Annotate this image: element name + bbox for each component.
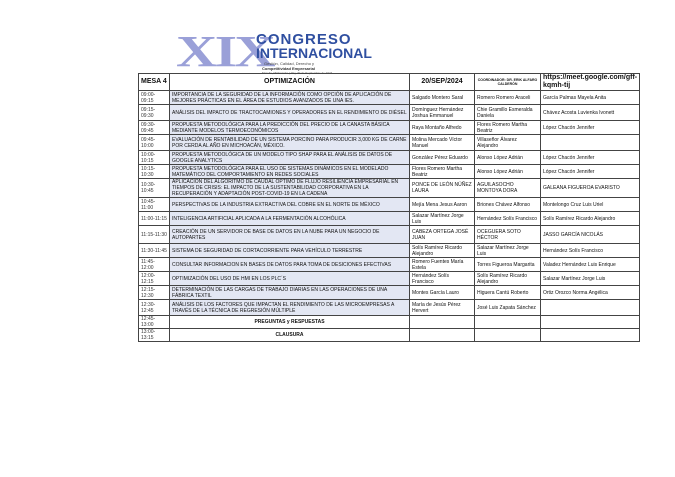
paper-title: PERSPECTIVAS DE LA INDUSTRIA EXTRACTIVA DEL COBRE EN EL NORTE DE MÉXICO [170, 198, 410, 212]
author-2: Flores Romero Martha Beatriz [475, 121, 541, 135]
author-3: Ortiz Orozco Norma Angélica [541, 286, 640, 300]
time-slot: 09:15-09:30 [139, 105, 170, 121]
author-2: OCEGUERA SOTO HÉCTOR [475, 226, 541, 244]
time-slot: 09:45-10:00 [139, 135, 170, 151]
mesa-label: MESA 4 [139, 74, 170, 91]
author-1: Flores Romero Martha Beatriz [410, 165, 475, 179]
author-1: María de Jesús Pérez Hervert [410, 300, 475, 316]
coordinator: COORDINADOR: DR. ERIK ALFARO CALDERÓN [475, 74, 541, 91]
author-2: Alonso López Adrián [475, 165, 541, 179]
table-row [139, 165, 640, 179]
author-1: PONCE DE LEÓN NÚÑEZ LAURA [410, 179, 475, 198]
author-2: Briones Chávez Alfonso [475, 198, 541, 212]
time-slot: 11:00-11:15 [139, 212, 170, 226]
session-date: 20/SEP/2024 [410, 74, 475, 91]
author-3: Hernández Solís Francisco [541, 244, 640, 258]
author-3: Solís Ramírez Ricardo Alejandro [541, 212, 640, 226]
logo-line-1: CONGRESO [256, 31, 352, 48]
author-3: Chávez Acosta Luvienka Ivonett [541, 105, 640, 121]
table-row [139, 105, 640, 121]
author-1: Romero Fuentes María Estela [410, 258, 475, 272]
author-2: Higuera Cantú Roberto [475, 286, 541, 300]
logo-line-3: Gestión, Calidad, Derecho y [264, 61, 315, 66]
time-slot: 12:45-13:00 [139, 316, 170, 329]
session-title: OPTIMIZACIÓN [170, 74, 410, 91]
table-row [139, 272, 640, 286]
table-row [139, 121, 640, 135]
closing-row [139, 316, 640, 329]
author-2: José Luis Zapata Sánchez [475, 300, 541, 316]
author-3: López Chacón Jennifer [541, 151, 640, 165]
table-row [139, 300, 640, 316]
table-row [139, 226, 640, 244]
author-1: Raya Montaño Alfredo [410, 121, 475, 135]
paper-title: IMPORTANCIA DE LA SEGURIDAD DE LA INFORMACIÓN COMO OPCIÓN DE APLICACIÓN DE MEJORES PRÁCTICAS EN EL ÁREA DE ESTUDIOS AVANZADOS DE UNA IES. [170, 91, 410, 105]
closing-label: CLAUSURA [170, 329, 410, 342]
author-1: Mejía Mena Jesus Aaron [410, 198, 475, 212]
empty-cell [541, 329, 640, 342]
table-row [139, 91, 640, 105]
paper-title: SISTEMA DE SEGURIDAD DE CORTACORRIENTE PARA VEHÍCULO TERRESTRE [170, 244, 410, 258]
schedule-table [138, 73, 640, 342]
paper-title: PROPUESTA METODOLÓGICA PARA EL USO DE SISTEMAS DINÁMICOS EN EL MODELADO MATEMÁTICO DEL COMPORTAMIENTO EN REDES SOCIALES [170, 165, 410, 179]
paper-title: CONSULTAR INFORMACION EN BASES DE DATOS PARA TOMA DE DESICIONES EFECTIVAS [170, 258, 410, 272]
author-1: Salazar Martínez Jorge Luis [410, 212, 475, 226]
author-2: Solís Ramírez Ricardo Alejandro [475, 272, 541, 286]
logo-line-2: INTERNACIONAL [256, 45, 372, 61]
paper-title: APLICACIÓN DEL ALGORITMO DE CAUDAL ÓPTIMO DE FLUJO RESILIENCIA EMPRESARIAL EN TIEMPOS DE CRISIS: EL IMPACTO DE LA SUSTENTABILIDAD CORPORATIVA EN LA RECUPERACIÓN Y ADAPTACIÓN POST-COVID-19 EN LA CADENA [170, 179, 410, 198]
author-2: Alonso López Adrián [475, 151, 541, 165]
paper-title: PROPUESTA METODOLÓGICA DE UN MODELO TIPO SHAP PARA EL ANÁLISIS DE DATOS DE GOOGLE ANALYTICS [170, 151, 410, 165]
meet-link[interactable]: https://meet.google.com/gff-kqmh-tij [541, 74, 640, 91]
table-row [139, 135, 640, 151]
paper-title: INTELIGENCIA ARTIFICIAL APLICADA A LA FERMENTACIÓN ALCOHÓLICA [170, 212, 410, 226]
author-1: Molina Mercado Víctor Manuel [410, 135, 475, 151]
author-2: Torres Figueroa Margarita [475, 258, 541, 272]
paper-title: EVALUACIÓN DE RENTABILIDAD DE UN SISTEMA PORCINO PARA PRODUCIR 3,000 KG DE CARNE POR CERDA AL AÑO EN MICHOACÁN, MÉXICO. [170, 135, 410, 151]
table-row [139, 198, 640, 212]
table-row [139, 258, 640, 272]
author-2: Romero Romero Araceli [475, 91, 541, 105]
paper-title: DETERMINACIÓN DE LAS CARGAS DE TRABAJO DIARIAS EN LAS OPERACIONES DE UNA FÁBRICA TEXTIL [170, 286, 410, 300]
author-3: García Palmas Mayela Anita [541, 91, 640, 105]
logo-line-5: Morelia, Michoacán | 19 y 20 de Septiembre de 2024 [262, 71, 333, 75]
author-2: Chie Gramillo Esmeralda Daniela [475, 105, 541, 121]
author-3: Valadez Hernández Luis Enrique [541, 258, 640, 272]
table-row [139, 179, 640, 198]
closing-row [139, 329, 640, 342]
author-1: Salgado Montero Saral [410, 91, 475, 105]
author-2: Salazar Martínez Jorge Luis [475, 244, 541, 258]
time-slot: 10:00-10:15 [139, 151, 170, 165]
author-1: González Pérez Eduardo [410, 151, 475, 165]
time-slot: 12:00-12:15 [139, 272, 170, 286]
header-row [139, 74, 640, 91]
closing-label: PREGUNTAS y RESPUESTAS [170, 316, 410, 329]
author-3: López Chacón Jennifer [541, 165, 640, 179]
author-3: Salazar Martínez Jorge Luis [541, 272, 640, 286]
time-slot: 09:00-09:15 [139, 91, 170, 105]
table-row [139, 212, 640, 226]
author-3: GALEANA FIGUEROA EVARISTO [541, 179, 640, 198]
author-1: Domínguez Hernández Joshua Emmanuel [410, 105, 475, 121]
author-3: JASSO GARCÍA NICOLÁS [541, 226, 640, 244]
empty-cell [475, 329, 541, 342]
paper-title: PROPUESTA METODOLÓGICA PARA LA PREDICCIÓN DEL PRECIO DE LA CANASTA BÁSICA MEDIANTE MODELOS TERMOECONÓMICOS [170, 121, 410, 135]
paper-title: ANÁLISIS DEL IMPACTO DE TRACTOCAMIONES Y OPERADORES EN EL RENDIMIENTO DE DIÉSEL [170, 105, 410, 121]
time-slot: 12:15-12:30 [139, 286, 170, 300]
author-3: Montelongo Cruz Luis Uriel [541, 198, 640, 212]
logo-roman-numeral: XIX [176, 27, 274, 76]
time-slot: 10:15-10:30 [139, 165, 170, 179]
author-3 [541, 300, 640, 316]
author-3 [541, 135, 640, 151]
time-slot: 12:30-12:45 [139, 300, 170, 316]
empty-cell [475, 316, 541, 329]
congress-logo [176, 27, 376, 76]
author-3: López Chacón Jennifer [541, 121, 640, 135]
author-1: Solís Ramírez Ricardo Alejandro [410, 244, 475, 258]
paper-title: OPTIMIZACIÓN DEL USO DE HMI EN LOS PLC´S [170, 272, 410, 286]
time-slot: 13:00-13:15 [139, 329, 170, 342]
author-2: AGUILASOCHO MONTOYA DORA [475, 179, 541, 198]
paper-title: CREACIÓN DE UN SERVIDOR DE BASE DE DATOS EN LA NUBE PARA UN NEGOCIO DE AUTOPARTES [170, 226, 410, 244]
empty-cell [410, 316, 475, 329]
time-slot: 11:45-12:00 [139, 258, 170, 272]
author-1: Montes García Lauro [410, 286, 475, 300]
time-slot: 10:45-11:00 [139, 198, 170, 212]
author-2: Hernández Solís Francisco [475, 212, 541, 226]
logo-line-4: Competitividad Empresarial [262, 66, 315, 71]
paper-title: ANÁLISIS DE LOS FACTORES QUE IMPACTAN EL RENDIMIENTO DE LAS MICROEMPRESAS A TRAVÉS DE LA TÉCNICA DE REGRESIÓN MÚLTIPLE [170, 300, 410, 316]
empty-cell [541, 316, 640, 329]
time-slot: 09:30-09:45 [139, 121, 170, 135]
time-slot: 11:30-11:45 [139, 244, 170, 258]
empty-cell [410, 329, 475, 342]
table-row [139, 286, 640, 300]
time-slot: 11:15-11:30 [139, 226, 170, 244]
table-row [139, 151, 640, 165]
table-row [139, 244, 640, 258]
author-1: CABEZA ORTEGA JOSÉ JUAN [410, 226, 475, 244]
author-2: Villaseñor Álvarez Alejandro [475, 135, 541, 151]
author-1: Hernández Solís Francisco [410, 272, 475, 286]
time-slot: 10:30-10:45 [139, 179, 170, 198]
